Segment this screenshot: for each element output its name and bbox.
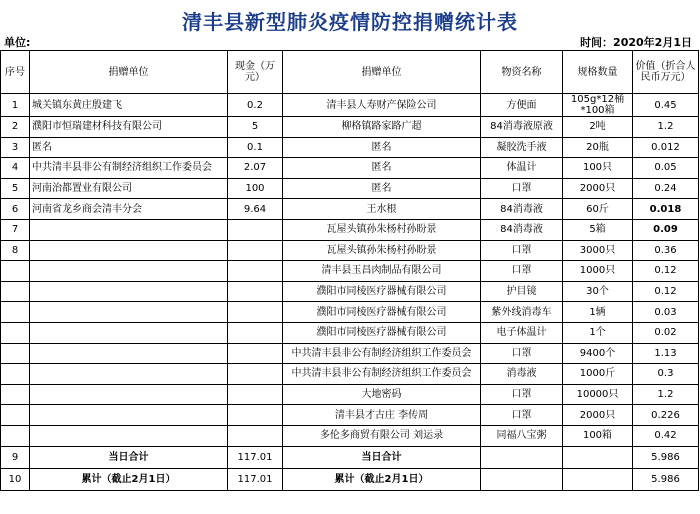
cell-value: 0.42 <box>633 425 699 446</box>
cell-item: 护目镜 <box>481 281 563 302</box>
cell-cash-donor: 中共清丰县非公有制经济组织工作委员会 <box>30 158 228 179</box>
cell-goods-donor: 匿名 <box>283 158 481 179</box>
cell-value: 0.226 <box>633 405 699 426</box>
cell-cash-donor <box>30 302 228 323</box>
cell-cash <box>228 364 283 385</box>
cell-cash: 2.07 <box>228 158 283 179</box>
cell-item: 紫外线消毒车 <box>481 302 563 323</box>
cell-spec: 100只 <box>563 158 633 179</box>
cell-cash-donor <box>30 364 228 385</box>
unit-label: 单位: <box>4 36 31 49</box>
cell-cash <box>228 219 283 240</box>
cell-item: 口罩 <box>481 261 563 282</box>
daily-total-label: 当日合计 <box>30 446 228 468</box>
cell-cash <box>228 302 283 323</box>
cell-goods-donor: 濮阳市同棱医疗器械有限公司 <box>283 322 481 343</box>
table-row <box>1 405 699 426</box>
cell-item: 口罩 <box>481 240 563 261</box>
cell-spec: 9400个 <box>563 343 633 364</box>
cell-value: 0.018 <box>633 199 699 220</box>
cell-cash <box>228 343 283 364</box>
cell-cash-donor: 濮阳市恒瑞建材科技有限公司 <box>30 117 228 138</box>
table-row <box>1 302 699 323</box>
cell-seq <box>1 302 30 323</box>
cumulative-total-goods-label: 累计（截止2月1日） <box>283 468 481 490</box>
page-title: 清丰县新型肺炎疫情防控捐赠统计表 <box>182 10 518 34</box>
cell-seq <box>1 281 30 302</box>
cell-value: 0.03 <box>633 302 699 323</box>
cell-spec: 1辆 <box>563 302 633 323</box>
cell-cash-donor <box>30 405 228 426</box>
cell-cash-donor <box>30 219 228 240</box>
daily-total-cash: 117.01 <box>228 446 283 468</box>
cell-value: 0.12 <box>633 261 699 282</box>
cell-value: 0.05 <box>633 158 699 179</box>
cell-item: 同福八宝粥 <box>481 425 563 446</box>
header-row <box>1 51 699 94</box>
cell-cash-donor <box>30 343 228 364</box>
table-row <box>1 137 699 158</box>
cell-goods-donor: 中共清丰县非公有制经济组织工作委员会 <box>283 343 481 364</box>
cell-seq: 2 <box>1 117 30 138</box>
cell-cash: 9.64 <box>228 199 283 220</box>
cell-seq <box>1 384 30 405</box>
table-row <box>1 322 699 343</box>
table-row <box>1 261 699 282</box>
cell-cash-donor <box>30 384 228 405</box>
cell-item: 口罩 <box>481 384 563 405</box>
cell-seq: 1 <box>1 94 30 117</box>
cell-value: 1.13 <box>633 343 699 364</box>
cell-goods-donor: 多伦多商贸有限公司 刘运录 <box>283 425 481 446</box>
cell-seq <box>1 364 30 385</box>
cell-goods-donor: 濮阳市同棱医疗器械有限公司 <box>283 302 481 323</box>
cell-spec <box>563 446 633 468</box>
cell-cash-donor: 匿名 <box>30 137 228 158</box>
header-cash-donor: 捐赠单位 <box>30 51 228 94</box>
cell-seq: 9 <box>1 446 30 468</box>
cell-cash <box>228 281 283 302</box>
cell-cash <box>228 322 283 343</box>
cell-goods-donor: 清丰县才古庄 李传周 <box>283 405 481 426</box>
cell-seq <box>1 322 30 343</box>
header-cash: 现金（万元） <box>228 51 283 94</box>
table-row <box>1 240 699 261</box>
cell-spec: 30个 <box>563 281 633 302</box>
cell-spec: 105g*12桶*100箱 <box>563 94 633 117</box>
cell-seq: 10 <box>1 468 30 490</box>
cell-item: 体温计 <box>481 158 563 179</box>
cell-goods-donor: 濮阳市同棱医疗器械有限公司 <box>283 281 481 302</box>
cumulative-total-row <box>1 468 699 490</box>
table-row <box>1 384 699 405</box>
cell-spec: 2000只 <box>563 178 633 199</box>
cell-seq <box>1 343 30 364</box>
cell-goods-donor: 清丰县玉昌肉制品有限公司 <box>283 261 481 282</box>
cell-cash-donor <box>30 281 228 302</box>
cell-value: 0.02 <box>633 322 699 343</box>
cell-goods-donor: 瓦屋头镇孙朱杨村孙盼景 <box>283 240 481 261</box>
table-row <box>1 364 699 385</box>
cell-spec: 3000只 <box>563 240 633 261</box>
cell-spec: 1个 <box>563 322 633 343</box>
cell-item <box>481 468 563 490</box>
header-seq: 序号 <box>1 51 30 94</box>
cell-item: 方便面 <box>481 94 563 117</box>
cell-item: 凝胶洗手液 <box>481 137 563 158</box>
cell-value: 0.12 <box>633 281 699 302</box>
cell-goods-donor: 瓦屋头镇孙朱杨村孙盼景 <box>283 219 481 240</box>
cell-item: 84消毒液 <box>481 199 563 220</box>
table-row <box>1 94 699 117</box>
cell-cash <box>228 425 283 446</box>
cell-cash-donor <box>30 322 228 343</box>
cell-spec: 1000只 <box>563 261 633 282</box>
cell-cash: 0.1 <box>228 137 283 158</box>
table-row <box>1 199 699 220</box>
table-row <box>1 343 699 364</box>
cell-goods-donor: 匿名 <box>283 178 481 199</box>
cell-item: 口罩 <box>481 405 563 426</box>
cell-seq: 7 <box>1 219 30 240</box>
cell-cash <box>228 384 283 405</box>
cell-value: 1.2 <box>633 384 699 405</box>
cell-item: 电子体温计 <box>481 322 563 343</box>
cell-cash-donor: 城关镇东黄庄殷建飞 <box>30 94 228 117</box>
cell-item: 消毒液 <box>481 364 563 385</box>
table-row <box>1 158 699 179</box>
date-label: 时间：2020年2月1日 <box>580 36 692 49</box>
cell-cash: 100 <box>228 178 283 199</box>
cell-spec: 1000斤 <box>563 364 633 385</box>
cell-item: 84消毒液 <box>481 219 563 240</box>
daily-total-row <box>1 446 699 468</box>
header-value: 价值（折合人民币万元） <box>633 51 699 94</box>
cell-value: 0.3 <box>633 364 699 385</box>
cell-seq <box>1 405 30 426</box>
table-row <box>1 425 699 446</box>
cell-value: 1.2 <box>633 117 699 138</box>
daily-total-value: 5.986 <box>633 446 699 468</box>
table-row <box>1 178 699 199</box>
cell-seq: 6 <box>1 199 30 220</box>
cell-goods-donor: 清丰县人寿财产保险公司 <box>283 94 481 117</box>
daily-total-goods-label: 当日合计 <box>283 446 481 468</box>
cell-cash-donor <box>30 425 228 446</box>
cell-spec: 60斤 <box>563 199 633 220</box>
cumulative-total-label: 累计（截止2月1日） <box>30 468 228 490</box>
cell-cash-donor: 河南省龙乡商会清丰分会 <box>30 199 228 220</box>
cell-seq: 4 <box>1 158 30 179</box>
cell-item: 口罩 <box>481 178 563 199</box>
header-spec: 规格数量 <box>563 51 633 94</box>
cell-value: 0.36 <box>633 240 699 261</box>
cell-spec <box>563 468 633 490</box>
cell-goods-donor: 大地密码 <box>283 384 481 405</box>
cell-value: 0.012 <box>633 137 699 158</box>
cell-goods-donor: 柳格镇路家路广超 <box>283 117 481 138</box>
cumulative-total-value: 5.986 <box>633 468 699 490</box>
cell-goods-donor: 匿名 <box>283 137 481 158</box>
cell-cash-donor: 河南治都置业有限公司 <box>30 178 228 199</box>
cell-spec: 2000只 <box>563 405 633 426</box>
table-row <box>1 281 699 302</box>
cell-value: 0.45 <box>633 94 699 117</box>
cell-seq: 3 <box>1 137 30 158</box>
cell-cash <box>228 405 283 426</box>
cell-cash <box>228 240 283 261</box>
cell-cash-donor <box>30 261 228 282</box>
cell-spec: 100箱 <box>563 425 633 446</box>
cell-cash: 0.2 <box>228 94 283 117</box>
cell-goods-donor: 王水根 <box>283 199 481 220</box>
cell-spec: 2吨 <box>563 117 633 138</box>
cell-item <box>481 446 563 468</box>
table-row <box>1 117 699 138</box>
header-goods-donor: 捐赠单位 <box>283 51 481 94</box>
cell-value: 0.09 <box>633 219 699 240</box>
cell-item: 84消毒液原液 <box>481 117 563 138</box>
cell-cash-donor <box>30 240 228 261</box>
cell-item: 口罩 <box>481 343 563 364</box>
cell-spec: 10000只 <box>563 384 633 405</box>
cell-seq <box>1 425 30 446</box>
cell-goods-donor: 中共清丰县非公有制经济组织工作委员会 <box>283 364 481 385</box>
cell-cash <box>228 261 283 282</box>
table-row <box>1 219 699 240</box>
donation-table <box>0 50 699 491</box>
cell-value: 0.24 <box>633 178 699 199</box>
cell-spec: 20瓶 <box>563 137 633 158</box>
cell-spec: 5箱 <box>563 219 633 240</box>
cell-seq <box>1 261 30 282</box>
header-item: 物资名称 <box>481 51 563 94</box>
cumulative-total-cash: 117.01 <box>228 468 283 490</box>
cell-seq: 8 <box>1 240 30 261</box>
cell-cash: 5 <box>228 117 283 138</box>
cell-seq: 5 <box>1 178 30 199</box>
